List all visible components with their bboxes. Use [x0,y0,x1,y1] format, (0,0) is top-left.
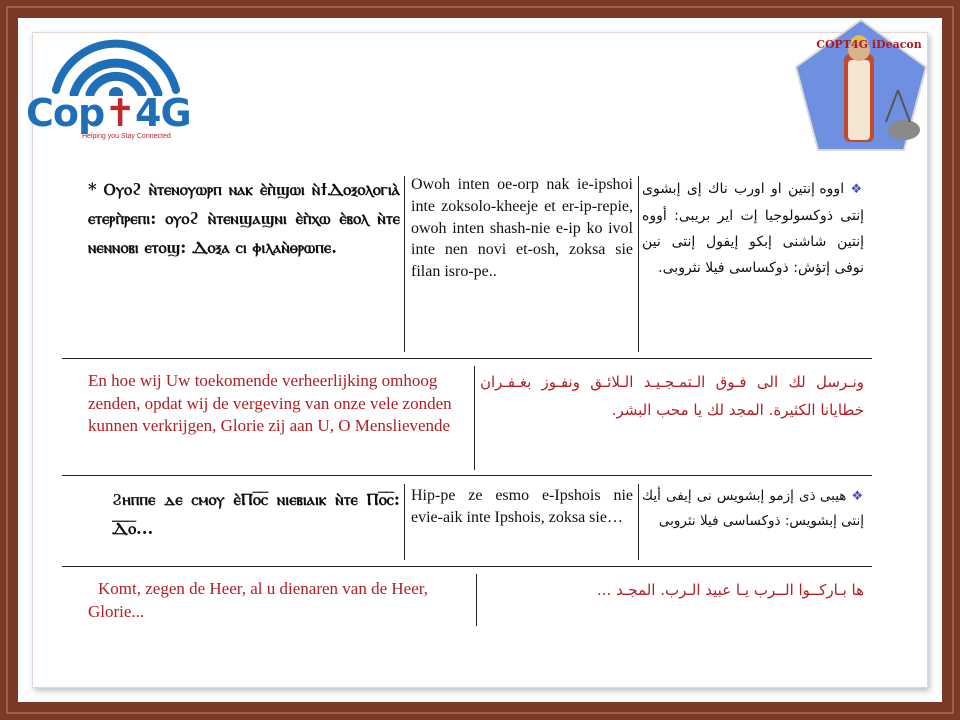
row-divider [62,475,872,476]
ideacon-badge-icon [786,12,936,162]
row1-dutch-translation: En hoe wij Uw toekomende verheerlijking omhoog zenden, opdat wij de vergeving van onze vele zonden kunnen verkrijgen, Glorie zij aan U, O Menslievende [88,371,452,435]
logo-word-suffix: 4G [135,91,191,135]
column-divider [404,176,405,352]
logo-word-prefix: Cop [26,91,105,135]
row-divider [62,358,872,359]
diamond-bullet-icon: ❖ [851,489,864,504]
row2-arabic-content: هيبى ذى إزمو إبشويس نى إيفى أيك إنتى إبشويس: ذوكساسى فيلا نثروبى [642,488,864,529]
wifi-signal-icon [46,36,186,96]
column-divider [638,484,639,560]
logo-wordmark [26,91,191,135]
row1-transliteration: Owoh inten oe-orp nak ie-ipshoi inte zoksolo-kheeje et er-ip-repie, owoh inten shash-nie e-ip ko ivol inte nen novi et-osh, zoksa sie filan isro-pe.. [411,176,633,281]
row1-arabic-translation: ونـرسل لك الى فـوق الـتمـجـيـد الـلائـق ونفـوز بغـفـران خطايانا الكثيرة. المجد لك يا محب البشر. [480,373,864,419]
column-divider [476,574,477,626]
logo-tagline: Helping you Stay Connected [82,133,171,140]
ideacon-logo [786,12,936,162]
row2-arabic-translation: ها بـاركــوا الــرب يـا عبيد الـرب. المجـد ... [597,581,864,599]
row2-coptic-text: Ϩⲏⲡⲡⲉ ⲇⲉ ⲥⲙⲟⲩ ⲉ̀Ⲡⲟ̅ⲥ̅ ⲛⲓⲉⲃⲓⲁⲓⲕ ⲛ̀ⲧⲉ Ⲡⲟ̅ⲥ̅: Ⲇ̅ⲟ̅... [112,490,400,538]
diamond-bullet-icon: ❖ [850,182,864,197]
row2-arabic-text [642,484,864,564]
column-divider [404,484,405,560]
ideacon-brand-text: COPT4G iDeacon [816,38,922,51]
column-divider [474,366,475,470]
row1-coptic-text: * Ⲟⲩⲟϩ ⲛ̀ⲧⲉⲛⲟⲩⲱⲣⲡ ⲛⲁⲕ ⲉ̀ⲡ̀ϣⲱⲓ ⲛ̀ϯⲆⲟⲝⲟⲗⲟⲅⲓⲁ̀ ⲉⲧⲉⲣⲡ̀ⲣⲉⲡⲓ: ⲟⲩⲟϩ ⲛ̀ⲧⲉⲛϣⲁϣⲛⲓ ⲉ̀ⲡ̀ⲭⲱ ⲉ̀ⲃⲟⲗ ⲛ̀ⲧⲉ ⲛⲉⲛⲛⲟⲃⲓ ⲉⲧⲟϣ: Ⲇⲟⲝⲁ ⲥⲓ ⲫⲓⲗⲁⲛ̀ⲑⲣⲱⲡⲉ. [88,180,400,257]
copt4g-logo [26,36,191,146]
row1-arabic-text [642,176,864,352]
row1-arabic-content: اووه إنتين او اورب ناك إى إبشوى إنتى ذوكسولوجيا إت اير بريبى: أووه إنتين شاشنى إبكو إيفول إنتى نين نوفى إتؤش: ذوكساسى فيلا نثروبى. [642,181,864,276]
row-divider [62,566,872,567]
row2-transliteration: Hip-pe ze esmo e-Ipshois nie evie-aik inte Ipshois, zoksa sie… [411,487,633,526]
row2-dutch-translation: Komt, zegen de Heer, al u dienaren van de Heer, Glorie... [88,579,428,621]
cross-icon: ✝ [104,91,136,135]
column-divider [638,176,639,352]
